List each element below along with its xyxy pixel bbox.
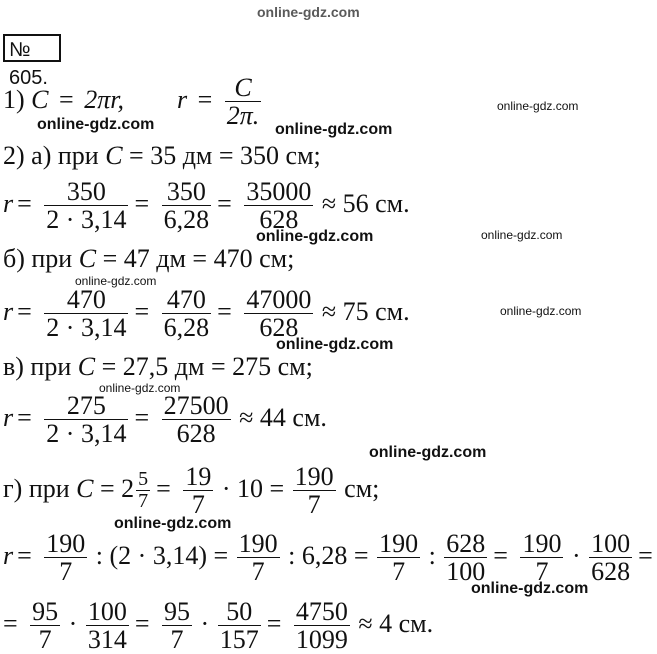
line-a: 2) а) при C = 35 дм = 350 см; xyxy=(3,141,321,170)
line-v: в) при C = 27,5 дм = 275 см; xyxy=(3,352,313,381)
watermark: online-gdz.com xyxy=(99,381,181,395)
watermark: online-gdz.com xyxy=(37,116,155,133)
fraction: $\frac{190}{7}$ xyxy=(379,529,419,587)
calc-g-1: r = $\frac{190}{7}$ : (2 · 3,14) = $\frac{190}{7}$ : 6,28 = $\frac{190}{7}$ : $\frac{628}{100}$ = $\frac{190}{7}$ · $\frac{100}{628}$ = xyxy=(3,529,653,587)
fraction: $\frac{100}{628}$ xyxy=(591,529,631,587)
watermark: online-gdz.com xyxy=(471,580,589,597)
watermark: online-gdz.com xyxy=(500,304,582,318)
fraction: $\frac{190}{7}$ xyxy=(238,529,278,587)
fraction: $\frac{470}{2 \cdot 3,14}$ xyxy=(46,285,127,343)
fraction: $\frac{47000}{628}$ xyxy=(246,285,312,343)
calc-g-2: = $\frac{95}{7}$ · $\frac{100}{314}$ = $\frac{95}{7}$ · $\frac{50}{157}$ = $\frac{4750}{1099}$ ≈ 4 см. xyxy=(3,597,434,654)
equals-sign: = xyxy=(197,84,213,114)
fraction: $\frac{4750}{1099}$ xyxy=(295,597,348,654)
watermark: online-gdz.com xyxy=(275,121,393,138)
equals-sign: = xyxy=(59,84,74,114)
two-pi-r: 2πr, xyxy=(84,84,124,114)
calc-a: r = $\frac{350}{2 \cdot 3,14}$ = $\frac{350}{6,28}$ = $\frac{35000}{628}$ ≈ 56 см. xyxy=(3,177,410,235)
task-number: № 605. xyxy=(3,34,61,62)
fraction: $\frac{5}{7}$ xyxy=(138,468,149,513)
watermark: online-gdz.com xyxy=(497,99,579,113)
result: ≈ 75 см. xyxy=(321,296,410,326)
formula-1-prefix: 1) xyxy=(3,84,25,114)
fraction: $\frac{35000}{628}$ xyxy=(246,177,312,235)
fraction: $\frac{27500}{628}$ xyxy=(163,391,229,449)
calc-b: r = $\frac{470}{2 \cdot 3,14}$ = $\frac{470}{6,28}$ = $\frac{47000}{628}$ ≈ 75 см. xyxy=(3,285,410,343)
result: ≈ 4 см. xyxy=(358,608,434,638)
watermark-top: online-gdz.com xyxy=(257,4,360,20)
formula-1 xyxy=(3,74,263,130)
fraction: $\frac{470}{6,28}$ xyxy=(163,285,210,343)
fraction: $\frac{100}{314}$ xyxy=(87,597,127,654)
fraction: $\frac{190}{7}$ xyxy=(294,462,334,520)
line-g: г) при C = 2 $\frac{5}{7}$ = $\frac{19}{7}$ · 10 = $\frac{190}{7}$ см; xyxy=(3,462,380,520)
fraction: $\frac{275}{2 \cdot 3,14}$ xyxy=(46,391,127,449)
var-c: C xyxy=(31,84,49,114)
fraction: $\frac{350}{6,28}$ xyxy=(163,177,210,235)
result: ≈ 56 см. xyxy=(321,188,410,218)
fraction-c-over-2pi: $\frac{C}{2\pi.}$ xyxy=(226,73,260,131)
watermark: online-gdz.com xyxy=(114,515,232,532)
fraction: $\frac{350}{2 \cdot 3,14}$ xyxy=(46,177,127,235)
watermark: online-gdz.com xyxy=(276,336,394,353)
fraction: $\frac{190}{7}$ xyxy=(522,529,562,587)
var-r: r xyxy=(176,84,188,114)
fraction: $\frac{628}{100}$ xyxy=(446,529,486,587)
watermark: online-gdz.com xyxy=(369,444,487,461)
watermark: online-gdz.com xyxy=(481,228,563,242)
calc-v: r = $\frac{275}{2 \cdot 3,14}$ = $\frac{27500}{628}$ ≈ 44 см. xyxy=(3,391,327,449)
line-b: б) при C = 47 дм = 470 см; xyxy=(3,244,295,273)
fraction: $\frac{19}{7}$ xyxy=(185,462,212,520)
watermark: online-gdz.com xyxy=(256,228,374,245)
fraction: $\frac{95}{7}$ xyxy=(164,597,191,654)
fraction: $\frac{95}{7}$ xyxy=(32,597,59,654)
fraction: $\frac{190}{7}$ xyxy=(46,529,86,587)
fraction: $\frac{50}{157}$ xyxy=(219,597,259,654)
watermark: online-gdz.com xyxy=(75,274,157,288)
result: ≈ 44 см. xyxy=(239,402,327,432)
